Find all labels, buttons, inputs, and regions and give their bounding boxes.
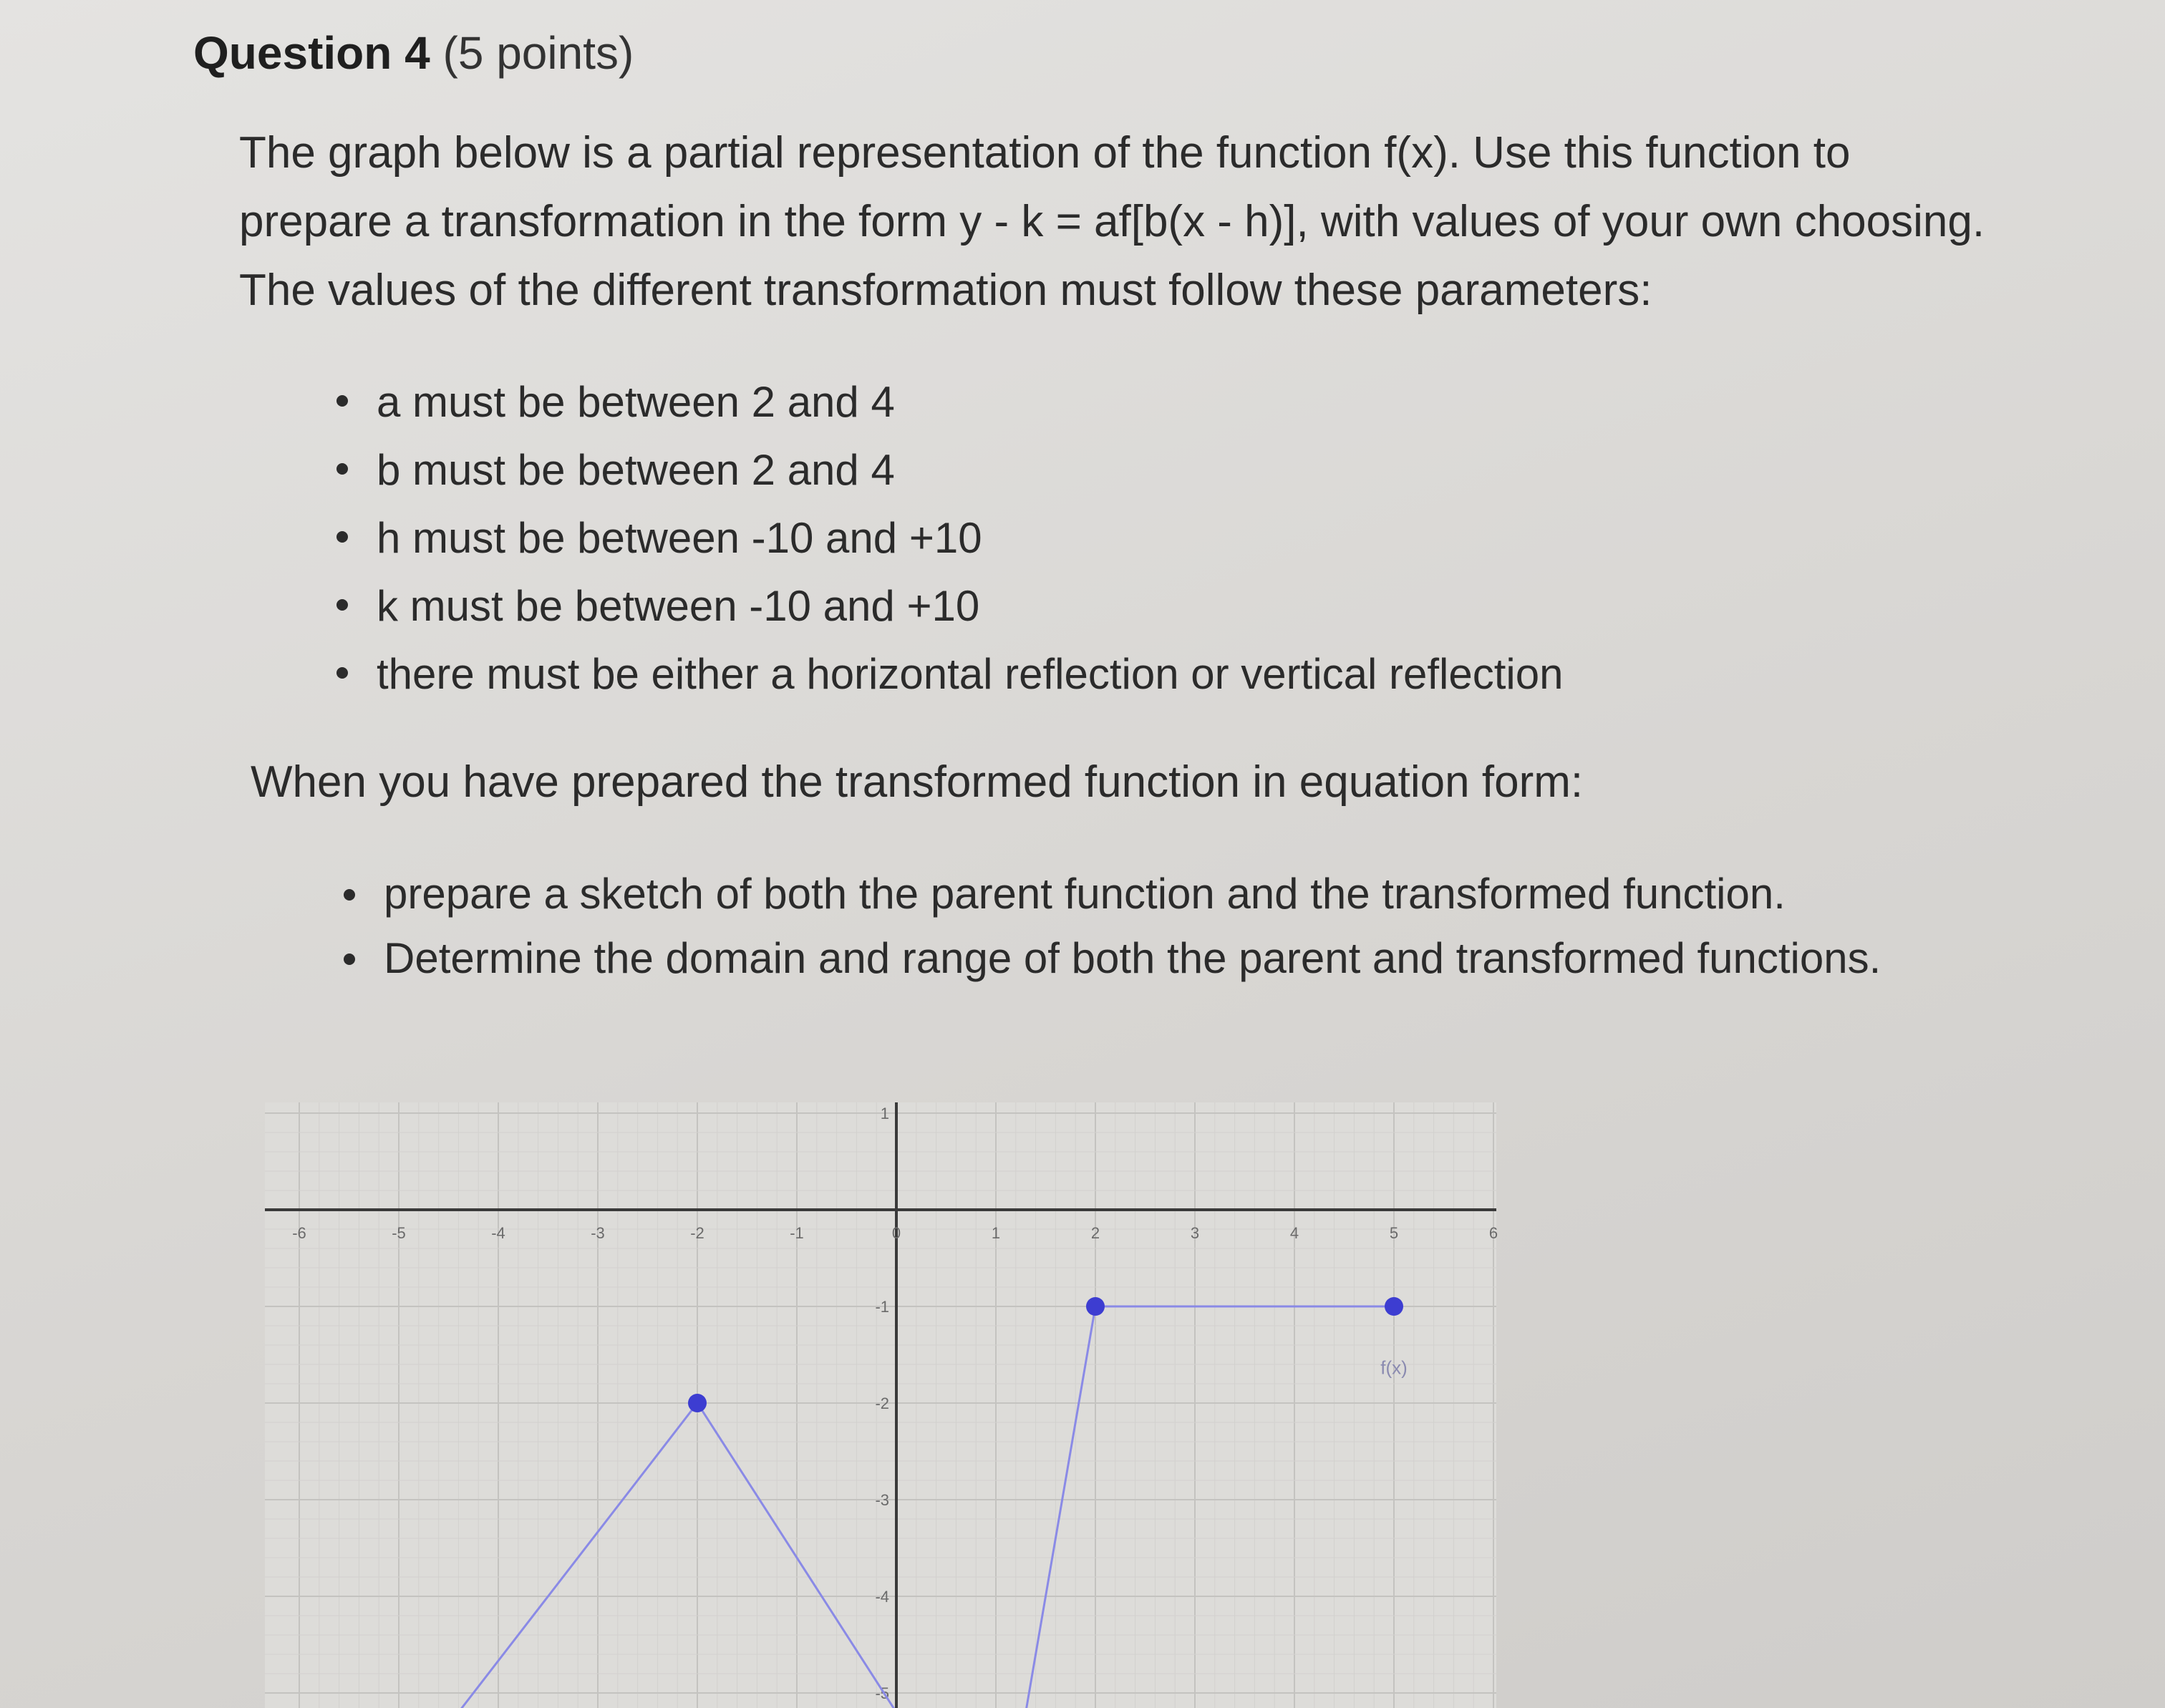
x-tick-label: 1 xyxy=(991,1224,1001,1242)
task-item: prepare a sketch of both the parent function and the transformed function. xyxy=(344,862,1962,926)
question-points: (5 points) xyxy=(442,27,634,79)
y-tick-label: -3 xyxy=(875,1491,889,1509)
y-tick-label: -2 xyxy=(875,1394,889,1412)
x-tick-label: 5 xyxy=(1389,1224,1399,1242)
x-tick-label: 6 xyxy=(1488,1224,1498,1242)
x-tick-label: 3 xyxy=(1190,1224,1200,1242)
parameter-item: k must be between -10 and +10 xyxy=(336,572,1563,640)
curve-label: f(x) xyxy=(1380,1357,1408,1379)
parameter-item: h must be between -10 and +10 xyxy=(336,504,1563,572)
question-header xyxy=(193,24,634,82)
parameter-item: b must be between 2 and 4 xyxy=(336,436,1563,504)
graph-svg xyxy=(243,1088,1518,1708)
parameter-list xyxy=(336,368,1563,708)
question-title: Question 4 xyxy=(193,27,430,79)
x-tick-label: -4 xyxy=(491,1224,505,1242)
y-tick-label: -5 xyxy=(875,1684,889,1702)
y-tick-label: 1 xyxy=(880,1105,889,1122)
x-tick-label: 2 xyxy=(1090,1224,1100,1242)
x-tick-label: -6 xyxy=(292,1224,306,1242)
x-tick-label: -5 xyxy=(392,1224,406,1242)
parameter-item: a must be between 2 and 4 xyxy=(336,368,1563,436)
y-tick-label: -1 xyxy=(875,1298,889,1316)
closed-point xyxy=(1385,1297,1403,1316)
function-graph xyxy=(243,1088,1518,1708)
x-tick-label: -1 xyxy=(790,1224,804,1242)
x-tick-label: -2 xyxy=(690,1224,704,1242)
instruction-text: When you have prepared the transformed function in equation form: xyxy=(251,757,1584,807)
task-list xyxy=(344,862,1962,991)
closed-point xyxy=(1086,1297,1105,1316)
task-item: Determine the domain and range of both the parent and transformed functions. xyxy=(344,926,1962,991)
x-tick-label: -3 xyxy=(591,1224,605,1242)
x-tick-label: 0 xyxy=(891,1224,901,1242)
parameter-item: there must be either a horizontal reflection or vertical reflection xyxy=(336,640,1563,708)
question-prompt: The graph below is a partial representation of the function f(x). Use this function to prepare a transformation in the form y - k = af[b(x - h)], with values of your own choosing. The values of the different transformation must follow these parameters: xyxy=(239,128,1985,315)
closed-point xyxy=(688,1394,707,1412)
x-tick-label: 4 xyxy=(1289,1224,1299,1242)
y-tick-label: -4 xyxy=(875,1588,889,1606)
